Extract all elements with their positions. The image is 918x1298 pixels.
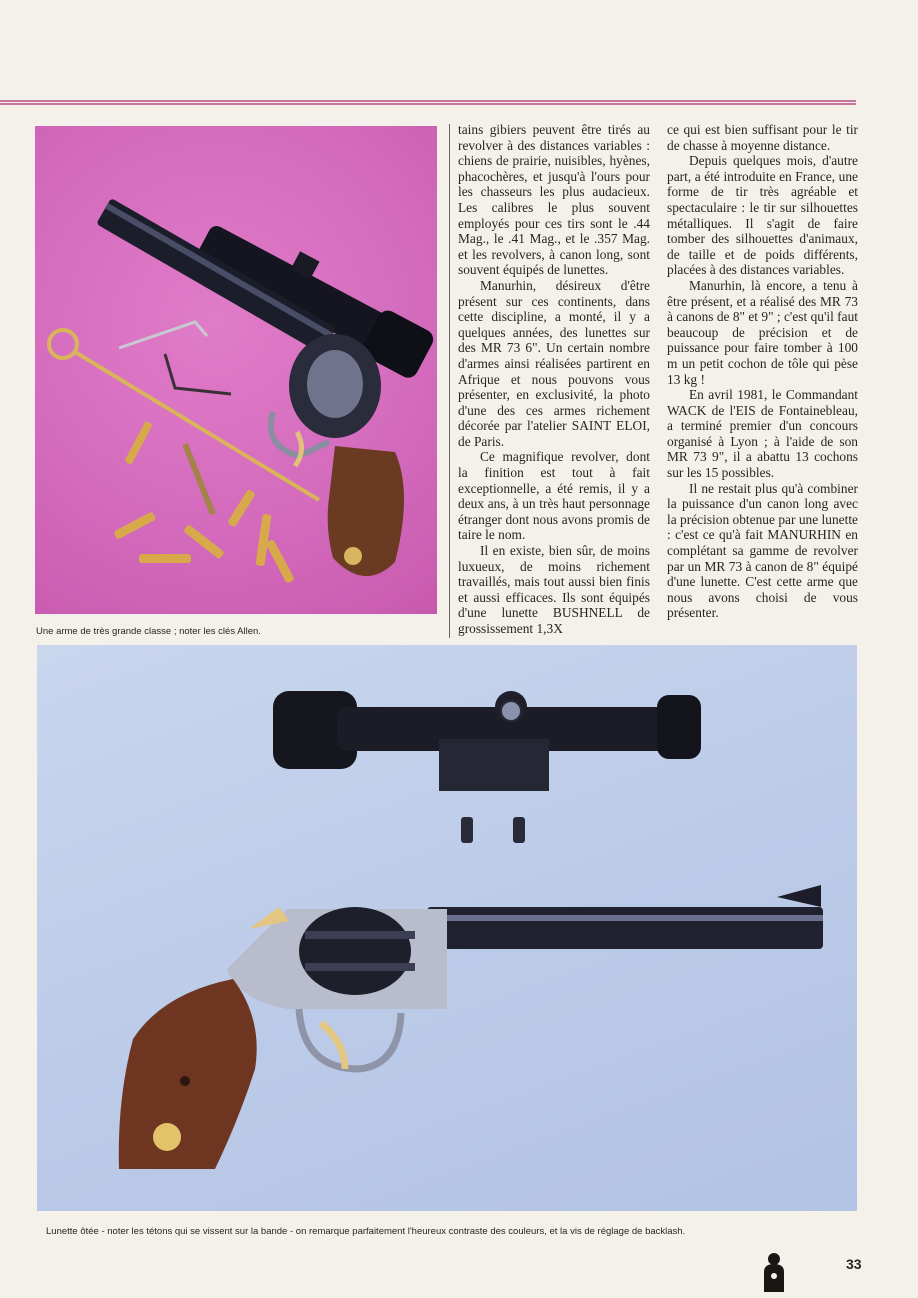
paragraph: Depuis quelques mois, d'autre part, a été introduite en France, une forme de tir très agréable et spectaculaire : le tir sur silhouettes métalliques. Il s'agit de faire tomber des silhouettes d'animaux, de taille et de poids différents, placées à des distances variables. [667,153,858,278]
paragraph: tains gibiers peuvent être tirés au revolver à des distances variables : chiens de prairie, nuisibles, hyènes, phacochères, et jusqu'à l'ours pour les chasseurs les plus audacieux. Les calibres le plus souvent employés pour ces tirs sont le .44 Mag., le .41 Mag., et le .357 Mag. et les revolvers, à canon long, sont souvent équipés de lunettes. [458,122,650,278]
photo-scope-removed-revolver [37,645,857,1211]
paragraph: ce qui est bien suffisant pour le tir de chasse à moyenne distance. [667,122,858,153]
caption-bottom-photo: Lunette ôtée - noter les tétons qui se vissent sur la bande - on remarque parfaitement l'heureux contraste des couleurs, et la vis de réglage de backlash. [46,1226,686,1237]
article-column-2 [667,122,858,621]
paragraph: En avril 1981, le Commandant WACK de l'EIS de Fontainebleau, a terminé premier d'un concours organisé à Lyon ; à l'aide de son MR 73 9", il a abattu 13 cochons sur les 15 possibles. [667,387,858,481]
paragraph: Manurhin, là encore, a tenu à être présent, et a réalisé des MR 73 à canons de 8" et 9" ; c'est qu'il faut beaucoup de précision et de puissance pour faire tomber à 100 m un petit cochon de tôle qui pèse 13 kg ! [667,277,858,387]
caption-top-photo: Une arme de très grande classe ; noter les clés Allen. [36,626,261,637]
page-number: 33 [846,1256,862,1272]
paragraph: Il en existe, bien sûr, de moins luxueux, de moins richement travaillés, mais tout aussi bien finis et aussi efficaces. Ils sont équipés d'une lunette BUSHNELL de grossissement 1,3X [458,543,650,636]
target-silhouette-icon [760,1252,788,1292]
column-divider [449,124,450,638]
paragraph: Ce magnifique revolver, dont la finition est tout à fait exceptionnelle, a été remis, il y a deux ans, à un très haut personnage étranger dont nous avons promis de taire le nom. [458,449,650,543]
paragraph: Manurhin, désireux d'être présent sur ces continents, dans cette discipline, a monté, il y a quelques années, des lunettes sur des MR 73 6". Un certain nombre d'armes ainsi réalisées partirent en Afrique et nous pouvons vous présenter, en exclusivité, la photo d'une des ces armes richement décorée par l'atelier SAINT ELOI, de Paris. [458,277,650,449]
top-decorative-rule [0,100,856,105]
paragraph: Il ne restait plus qu'à combiner la puissance d'un canon long avec la précision obtenue par une lunette : c'est ce qu'à fait MANURHIN en complétant sa gamme de revolver par un MR 73 à canon de 8" équipé d'une lunette. C'est cette arme que nous avons choisi de vous présenter. [667,480,858,621]
photo-revolver-with-scope [35,126,437,614]
article-column-1 [458,122,650,637]
